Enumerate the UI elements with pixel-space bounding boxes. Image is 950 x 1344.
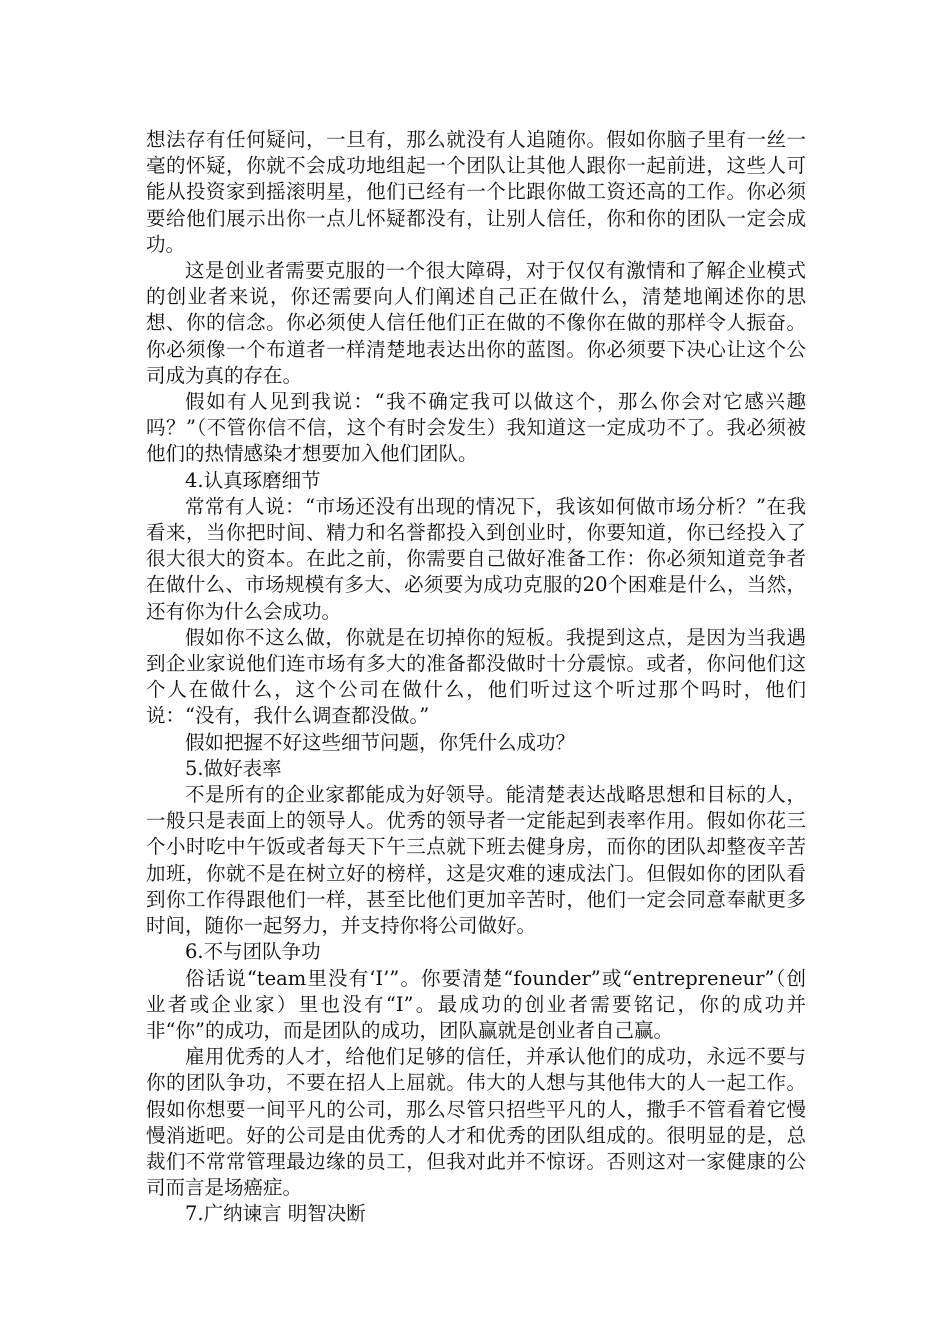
paragraph: 不是所有的企业家都能成为好领导。能清楚表达战略思想和目标的人，一般只是表面上的领导人。优秀的领导者一定能起到表率作用。假如你花三个小时吃中午饭或者每天下午三点就下班去健身房，而你的团队却整夜辛苦加班，你就不是在树立好的榜样，这是灾难的速成法门。但假如你的团队看到你工作得跟他们一样，甚至比他们更加辛苦时，他们一定会同意奉献更多时间，随你一起努力，并支持你将公司做好。 xyxy=(146,783,806,938)
paragraph: 俗话说“team里没有‘I’”。你要清楚“founder”或“entrepreneur”（创业者或企业家）里也没有“I”。最成功的创业者需要铭记，你的成功并非“你”的成功，而是团队的成功，团队赢就是创业者自己赢。 xyxy=(146,966,806,1042)
paragraph: 常常有人说：“市场还没有出现的情况下，我该如何做市场分析？”在我看来，当你把时间、精力和名誉都投入到创业时，你要知道，你已经投入了很大很大的资本。在此之前，你需要自己做好准备工作：你必须知道竞争者在做什么、市场规模有多大、必须要为成功克服的20个困难是什么，当然，还有你为什么会成功。 xyxy=(146,494,806,623)
section-heading-5: 5.做好表率 xyxy=(185,756,282,780)
section-heading-7: 7.广纳谏言 明智决断 xyxy=(185,1202,366,1226)
section-heading-6: 6.不与团队争功 xyxy=(185,940,321,964)
section-heading-4: 4.认真琢磨细节 xyxy=(185,468,321,492)
paragraph: 假如把握不好这些细节问题，你凭什么成功？ xyxy=(185,730,576,754)
paragraph: 雇用优秀的人才，给他们足够的信任，并承认他们的成功，永远不要与你的团队争功，不要在招人上屈就。伟大的人想与其他伟大的人一起工作。假如你想要一间平凡的公司，那么尽管只招些平凡的人，撒手不管看着它慢慢消逝吧。好的公司是由优秀的人才和优秀的团队组成的。很明显的是，总裁们不常常管理最边缘的员工，但我对此并不惊讶。否则这对一家健康的公司而言是场癌症。 xyxy=(146,1045,806,1200)
paragraph: 假如你不这么做，你就是在切掉你的短板。我提到这点，是因为当我遇到企业家说他们连市场有多大的准备都没做时十分震惊。或者，你问他们这个人在做什么，这个公司在做什么，他们听过这个听过那个吗时，他们说：“没有，我什么调查都没做。” xyxy=(146,625,806,728)
paragraph-continuation: 想法存有任何疑问，一旦有，那么就没有人追随你。假如你脑子里有一丝一毫的怀疑，你就不会成功地组起一个团队让其他人跟你一起前进，这些人可能从投资家到摇滚明星，他们已经有一个比跟你做工资还高的工作。你必须要给他们展示出你一点儿怀疑都没有，让别人信任，你和你的团队一定会成功。 xyxy=(146,128,806,256)
document-page xyxy=(146,127,806,1228)
paragraph: 假如有人见到我说：“我不确定我可以做这个，那么你会对它感兴趣吗？”（不管你信不信，这个有时会发生）我知道这一定成功不了。我必须被他们的热情感染才想要加入他们团队。 xyxy=(146,390,806,466)
paragraph: 这是创业者需要克服的一个很大障碍，对于仅仅有激情和了解企业模式的创业者来说，你还需要向人们阐述自己正在做什么，清楚地阐述你的思想、你的信念。你必须使人信任他们正在做的不像你在做的那样令人振奋。你必须像一个布道者一样清楚地表达出你的蓝图。你必须要下决心让这个公司成为真的存在。 xyxy=(146,259,806,387)
